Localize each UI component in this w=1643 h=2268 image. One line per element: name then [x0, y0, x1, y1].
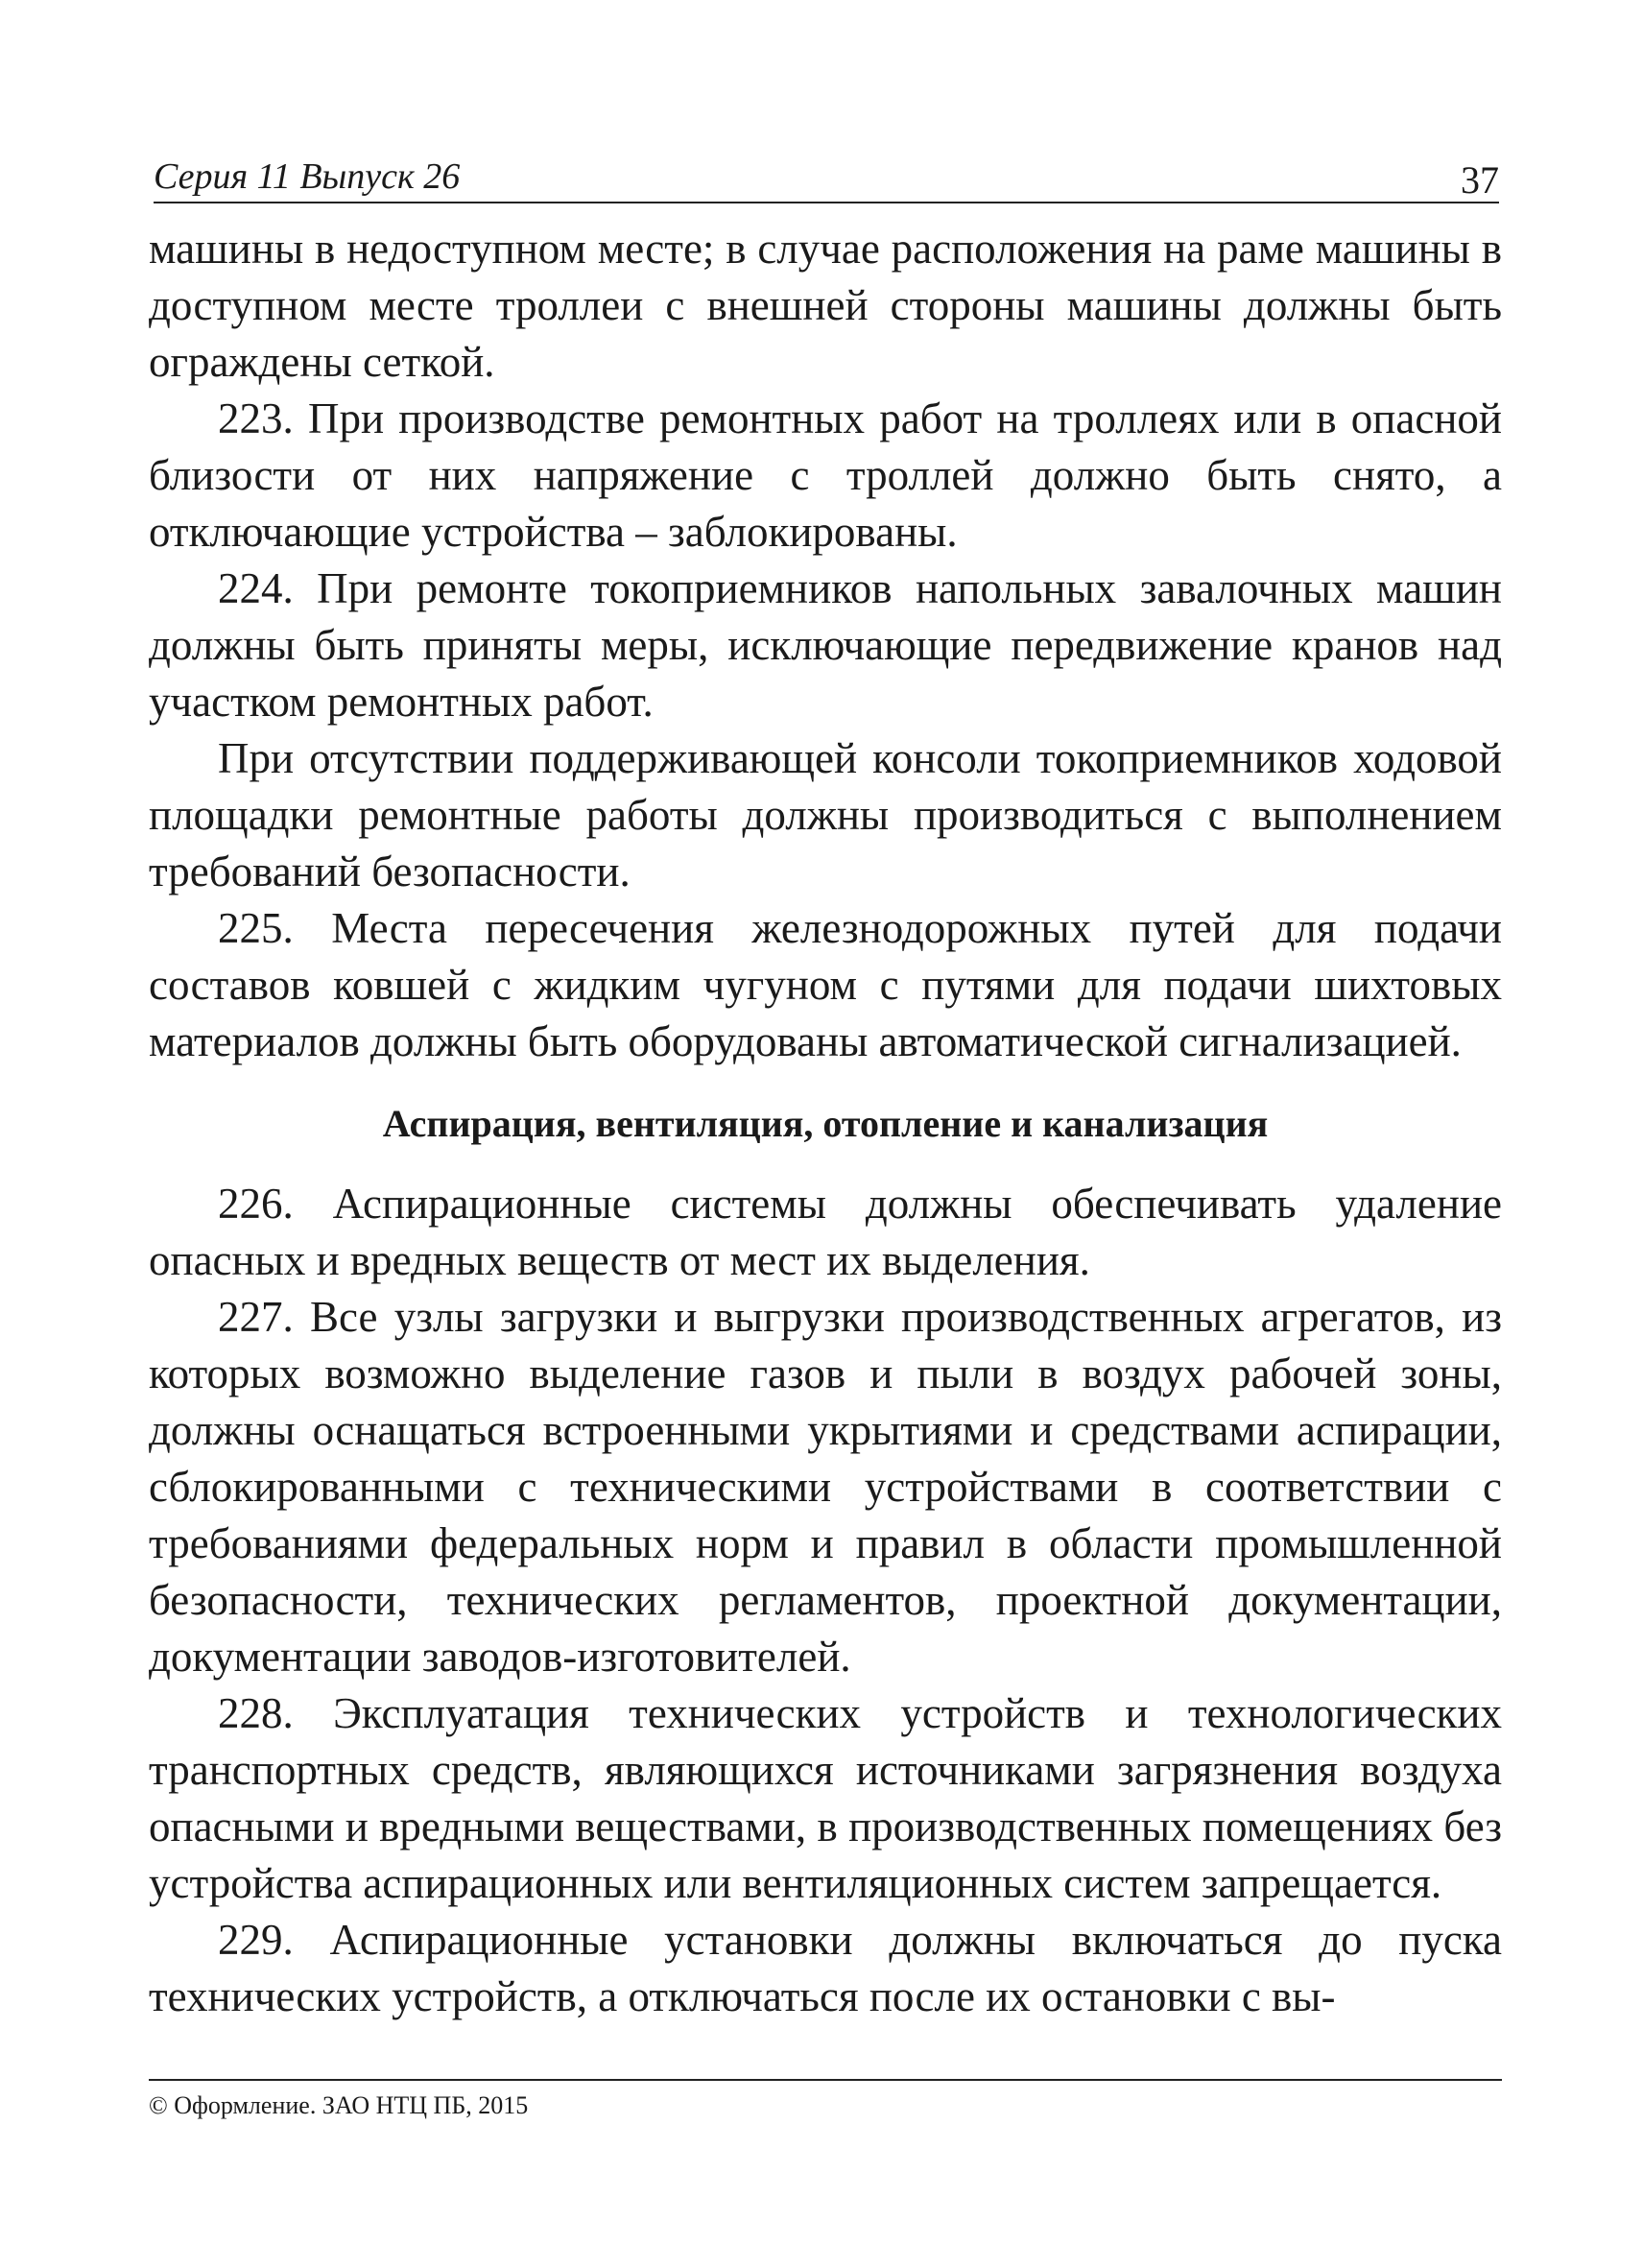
- paragraph-227: 227. Все узлы загрузки и выгрузки производственных агрегатов, из которых возможно выделение газов и пыли в воздух рабочей зоны, должны оснащаться встроенными укрытиями и средствами аспирации, сблокированными с техническими устройствами в соответствии с требованиями федеральных норм и правил в области промышленной безопасности, технических регламентов, проектной документации, документации заводов-изготовителей.: [149, 1293, 1502, 1681]
- copyright-notice: © Оформление. ЗАО НТЦ ПБ, 2015: [149, 2091, 529, 2119]
- paragraph-224: 224. При ремонте токоприемников напольных завалочных машин должны быть приняты меры, исключающие передвижение кранов над участком ремонтных работ.: [149, 564, 1502, 726]
- paragraph-223: 223. При производстве ремонтных работ на троллеях или в опасной близости от них напряжение с троллей должно быть снято, а отключающие устройства – заблокированы.: [149, 394, 1502, 556]
- section-heading: Аспирация, вентиляция, отопление и канализация: [382, 1102, 1269, 1145]
- paragraph-229: 229. Аспирационные установки должны включаться до пуска технических устройств, а отключаться после их остановки с вы-: [149, 1916, 1502, 2020]
- paragraph-226: 226. Аспирационные системы должны обеспечивать удаление опасных и вредных веществ от мест их выделения.: [149, 1180, 1502, 1284]
- paragraph-continuation: машины в недоступном месте; в случае расположения на раме машины в доступном месте троллеи с внешней стороны машины должны быть ограждены сеткой.: [149, 225, 1502, 386]
- paragraph-225: 225. Места пересечения железнодорожных путей для подачи составов ковшей с жидким чугуном с путями для подачи шихтовых материалов должны быть оборудованы автоматической сигнализацией.: [149, 904, 1502, 1065]
- page-number: 37: [1461, 158, 1499, 202]
- paragraph-224-continued: При отсутствии поддерживающей консоли токоприемников ходовой площадки ремонтные работы должны производиться с выполнением требований безопасности.: [149, 734, 1502, 895]
- running-title: Серия 11 Выпуск 26: [154, 156, 461, 197]
- paragraph-228: 228. Эксплуатация технических устройств и технологических транспортных средств, являющихся источниками загрязнения воздуха опасными и вредными веществами, в производственных помещениях без устройства аспирационных или вентиляционных систем запрещается.: [149, 1689, 1502, 1907]
- page-header: [154, 154, 1499, 203]
- page-footer: [149, 2079, 1502, 2121]
- page-body: [149, 221, 1502, 2025]
